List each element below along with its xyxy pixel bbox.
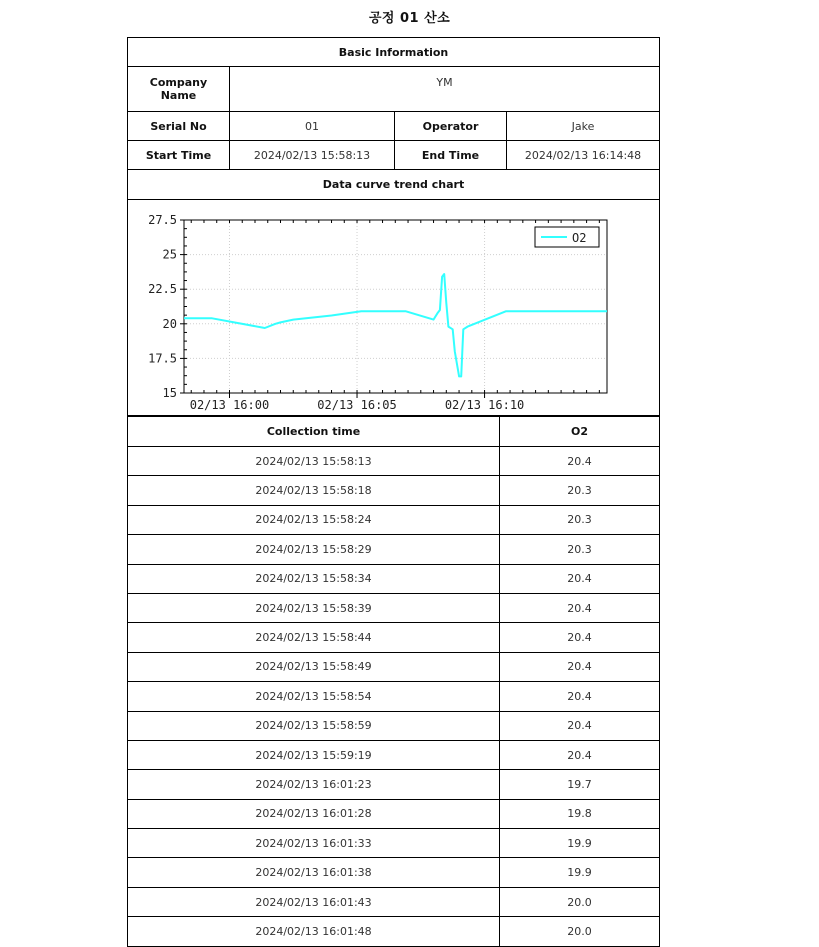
o2-value-cell: 20.4 [499,712,659,740]
table-row [128,535,659,564]
x-tick-label: 02/13 16:00 [189,398,270,412]
table-row [128,447,659,476]
y-tick-label: 15 [162,386,177,400]
o2-value-cell: 20.4 [499,741,659,769]
table-row [128,653,659,682]
collection-time-cell: 2024/02/13 15:58:29 [255,542,372,556]
chart-section-title: Data curve trend chart [322,178,465,191]
company-value: YM [229,67,659,111]
collection-time-cell: 2024/02/13 15:58:13 [255,454,372,468]
table-row [128,623,659,652]
legend-label-o2: O2 [572,231,587,245]
serial-label: Serial No [150,119,207,133]
o2-value-cell: 20.4 [499,682,659,710]
o2-value-cell: 20.4 [499,623,659,651]
collection-time-cell: 2024/02/13 15:59:19 [255,748,372,762]
x-tick-label: 02/13 16:05 [317,398,397,412]
trend-chart [128,200,659,415]
table-row [128,476,659,505]
collection-time-cell: 2024/02/13 16:01:48 [255,924,372,938]
table-row [128,741,659,770]
table-row [128,917,659,946]
chart-header-row [128,170,659,200]
time-row [128,141,659,170]
o2-value-cell: 20.3 [499,476,659,504]
company-label: Company Name [149,76,208,102]
table-row [128,770,659,799]
o2-value-cell: 20.3 [499,506,659,534]
start-time-value: 2024/02/13 15:58:13 [229,141,394,169]
o2-value-cell: 20.4 [499,594,659,622]
collection-time-cell: 2024/02/13 15:58:54 [255,689,372,703]
y-tick-label: 17.5 [148,351,177,366]
end-time-value: 2024/02/13 16:14:48 [506,141,659,169]
table-body [128,447,659,947]
table-row [128,888,659,917]
o2-value-cell: 20.4 [499,447,659,475]
collection-time-cell: 2024/02/13 15:58:44 [255,631,372,645]
o2-value-cell: 20.0 [499,917,659,945]
table-row [128,682,659,711]
report-sheet [127,37,660,947]
o2-value-cell: 19.8 [499,800,659,828]
table-row [128,858,659,887]
operator-label: Operator [394,112,506,140]
start-time-label: Start Time [145,148,212,162]
collection-time-cell: 2024/02/13 16:01:23 [255,777,372,791]
collection-time-cell: 2024/02/13 16:01:38 [255,866,372,880]
collection-time-cell: 2024/02/13 15:58:59 [255,719,372,733]
y-tick-label: 25 [162,247,177,262]
collection-time-cell: 2024/02/13 15:58:24 [255,513,372,527]
o2-value-cell: 20.3 [499,535,659,563]
table-row [128,506,659,535]
y-tick-label: 22.5 [148,282,177,297]
serial-value: 01 [229,112,394,140]
o2-value-cell: 19.7 [499,770,659,798]
collection-time-cell: 2024/02/13 15:58:49 [255,660,372,674]
operator-value: Jake [506,112,659,140]
o2-value-cell: 20.4 [499,565,659,593]
table-row [128,800,659,829]
basic-info-header-row [128,38,659,67]
report-title: 공정 01 산소 [368,11,451,26]
end-time-label: End Time [394,141,506,169]
collection-time-cell: 2024/02/13 16:01:33 [255,836,372,850]
x-tick-label: 02/13 16:10 [444,398,525,412]
o2-value-cell: 19.9 [499,858,659,886]
o2-value-cell: 19.9 [499,829,659,857]
o2-value-cell: 20.0 [499,888,659,916]
y-tick-label: 20 [162,316,177,331]
collection-time-cell: 2024/02/13 16:01:43 [255,895,372,909]
table-row [128,829,659,858]
basic-info-title: Basic Information [338,45,449,59]
table-row [128,594,659,623]
collection-time-cell: 2024/02/13 15:58:18 [255,484,372,498]
table-header-row [128,417,659,447]
o2-value-cell: 20.4 [499,653,659,681]
y-tick-label: 27.5 [148,213,177,227]
collection-time-cell: 2024/02/13 15:58:34 [255,572,372,586]
collection-time-cell: 2024/02/13 16:01:28 [255,807,372,821]
table-row [128,565,659,594]
col-header-o2: O2 [499,417,659,446]
table-row [128,712,659,741]
collection-time-cell: 2024/02/13 15:58:39 [255,601,372,615]
col-header-collection-time: Collection time [266,425,361,438]
trend-chart-area [128,200,659,417]
serial-row [128,112,659,141]
company-row [128,67,659,112]
